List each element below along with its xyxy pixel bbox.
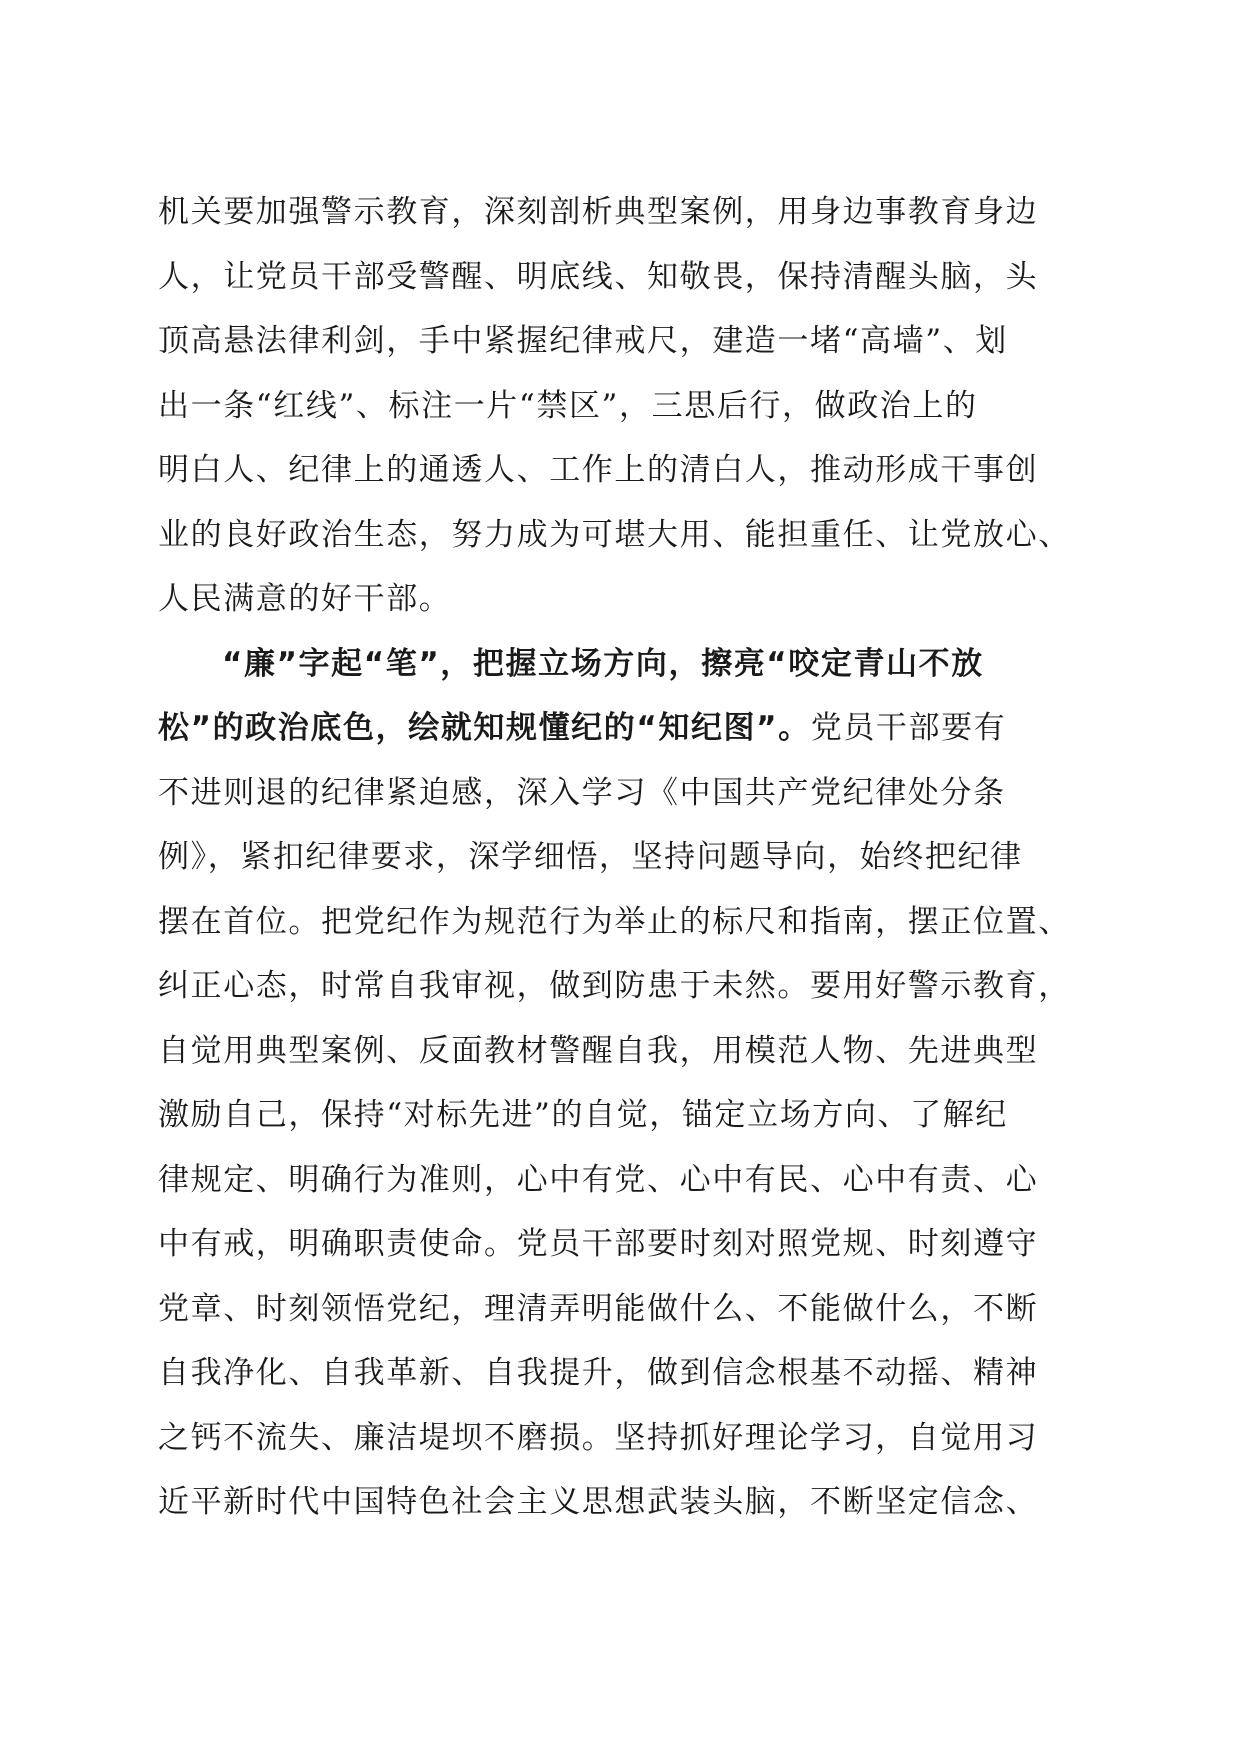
paragraph-heading-continued: 松”的政治底色，绘就知规懂纪的“知纪图”。 bbox=[158, 710, 811, 746]
paragraph-2 bbox=[158, 632, 1098, 1535]
text-line: 律规定、明确行为准则，心中有党、心中有民、心中有责、心 bbox=[158, 1161, 1039, 1198]
text-line-mixed bbox=[158, 696, 1098, 761]
text-line: 之钙不流失、廉洁堤坝不磨损。坚持抓好理论学习，自觉用习 bbox=[158, 1419, 1039, 1456]
text-line: 顶高悬法律利剑，手中紧握纪律戒尺，建造一堵“高墙”、划 bbox=[158, 323, 1008, 359]
text-line: 机关要加强警示教育，深刻剖析典型案例，用身边事教育身边 bbox=[158, 194, 1039, 230]
text-line: 出一条“红线”、标注一片“禁区”，三思后行，做政治上的 bbox=[158, 387, 978, 424]
text-line: 近平新时代中国特色社会主义思想武装头脑，不断坚定信念、 bbox=[158, 1484, 1039, 1520]
text-line: 业的良好政治生态，努力成为可堪大用、能担重任、让党放心、 bbox=[158, 516, 1071, 553]
text-line: 例》，紧扣纪律要求，深学细悟，坚持问题导向，始终把纪律 bbox=[158, 839, 1023, 875]
text-line: 自觉用典型案例、反面教材警醒自我，用模范人物、先进典型 bbox=[158, 1032, 1039, 1069]
paragraph-heading: “廉”字起“笔”，把握立场方向，擦亮“咬定青山不放 bbox=[222, 645, 984, 682]
text-line: 人民满意的好干部。 bbox=[158, 581, 452, 617]
paragraph-1 bbox=[158, 180, 1098, 632]
text-line: 摆在首位。把党纪作为规范行为举止的标尺和指南，摆正位置、 bbox=[158, 903, 1071, 940]
text-line: 人，让党员干部受警醒、明底线、知敬畏，保持清醒头脑，头 bbox=[158, 258, 1039, 295]
text-line: 自我净化、自我革新、自我提升，做到信念根基不动摇、精神 bbox=[158, 1355, 1039, 1391]
text-line: 激励自己，保持“对标先进”的自觉，锚定立场方向、了解纪 bbox=[158, 1097, 1008, 1133]
text-line: 不进则退的纪律紧迫感，深入学习《中国共产党纪律处分条 bbox=[158, 774, 1006, 811]
text-line: 明白人、纪律上的通透人、工作上的清白人，推动形成干事创 bbox=[158, 452, 1039, 488]
paragraph-text: 党员干部要有 bbox=[810, 710, 1007, 746]
text-line: 党章、时刻领悟党纪，理清弄明能做什么、不能做什么，不断 bbox=[158, 1290, 1039, 1327]
text-line: 中有戒，明确职责使命。党员干部要时刻对照党规、时刻遵守 bbox=[158, 1226, 1039, 1262]
document-body bbox=[158, 180, 1098, 1535]
text-line: 纠正心态，时常自我审视，做到防患于未然。要用好警示教育， bbox=[158, 968, 1071, 1004]
